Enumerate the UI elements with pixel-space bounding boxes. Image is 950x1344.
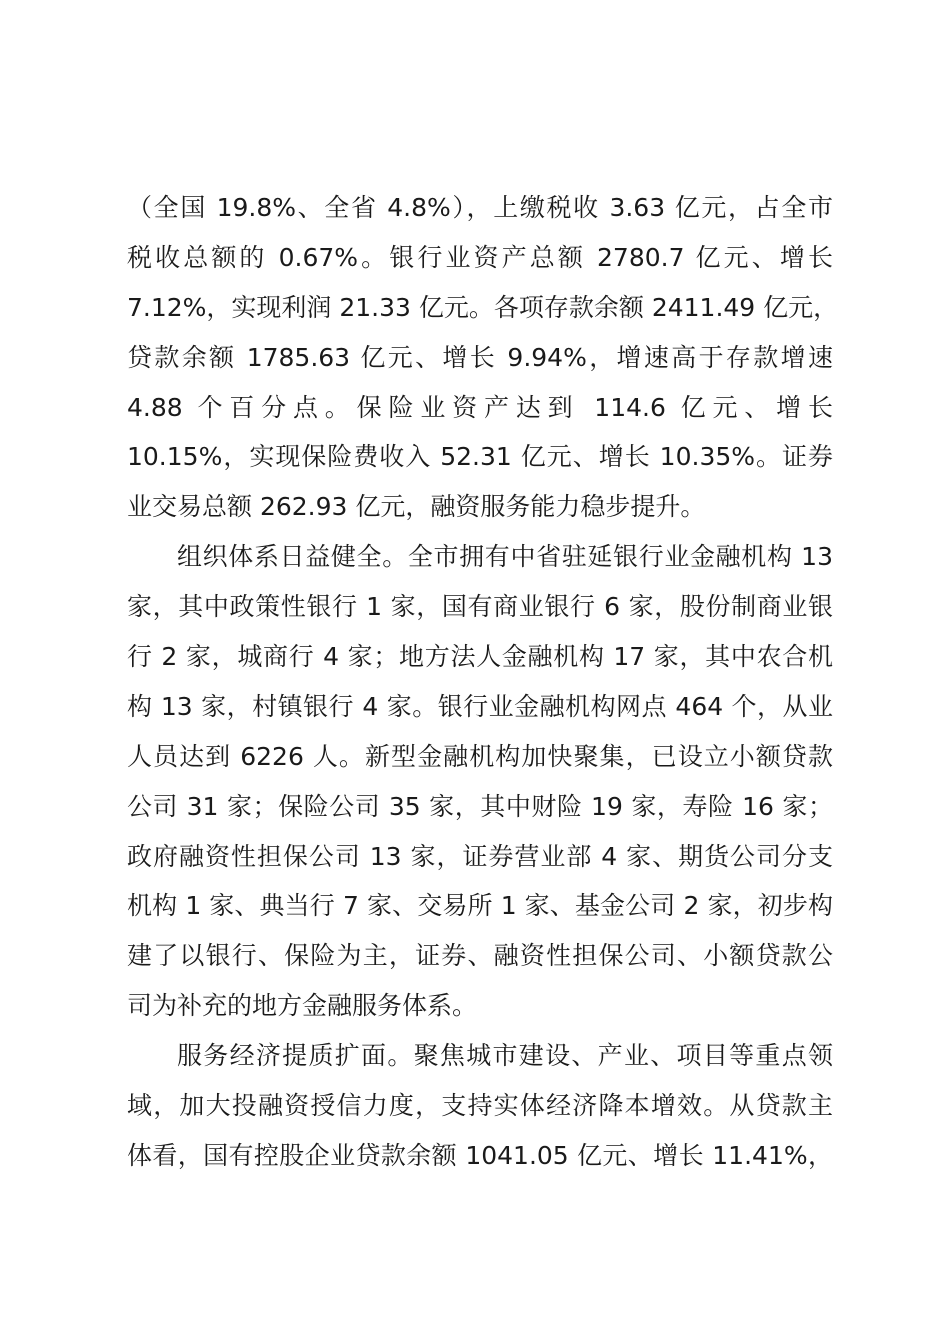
body-text (127, 183, 839, 1181)
text-line: 贷款余额 1785.63 亿元、增长 9.94%，增速高于存款增速 (127, 342, 833, 372)
text-line: 体看，国有控股企业贷款余额 1041.05 亿元、增长 11.41%， (127, 1140, 833, 1170)
text-line: 建了以银行、保险为主，证券、融资性担保公司、小额贷款公 (127, 941, 833, 971)
paragraph-2 (127, 532, 833, 1031)
text-line: 司为补充的地方金融服务体系。 (127, 991, 478, 1021)
paragraph-3 (127, 1031, 833, 1181)
text-line: 行 2 家，城商行 4 家；地方法人金融机构 17 家，其中农合机 (127, 642, 833, 672)
text-line: 家，其中政策性银行 1 家，国有商业银行 6 家，股份制商业银 (127, 592, 833, 622)
text-line: 业交易总额 262.93 亿元，融资服务能力稳步提升。 (127, 492, 706, 522)
text-line: 域，加大投融资授信力度，支持实体经济降本增效。从贷款主 (127, 1091, 833, 1121)
text-line: 服务经济提质扩面。聚焦城市建设、产业、项目等重点领 (177, 1041, 833, 1071)
text-line: 政府融资性担保公司 13 家，证券营业部 4 家、期货公司分支 (127, 841, 833, 871)
text-line: 7.12%，实现利润 21.33 亿元。各项存款余额 2411.49 亿元， (127, 292, 839, 322)
text-line: 10.15%，实现保险费收入 52.31 亿元、增长 10.35%。证券 (127, 442, 833, 472)
text-line: 组织体系日益健全。全市拥有中省驻延银行业金融机构 13 (177, 542, 833, 572)
text-line: （全国 19.8%、全省 4.8%），上缴税收 3.63 亿元，占全市 (127, 193, 833, 222)
text-line: 公司 31 家；保险公司 35 家，其中财险 19 家，寿险 16 家； (127, 791, 833, 821)
paragraph-1 (127, 183, 839, 532)
text-line: 构 13 家，村镇银行 4 家。银行业金融机构网点 464 个，从业 (127, 691, 833, 721)
text-line: 人员达到 6226 人。新型金融机构加快聚集，已设立小额贷款 (127, 741, 833, 771)
text-line: 税收总额的 0.67%。银行业资产总额 2780.7 亿元、增长 (127, 242, 833, 272)
text-line: 机构 1 家、典当行 7 家、交易所 1 家、基金公司 2 家，初步构 (127, 891, 833, 921)
text-line: 4.88 个百分点。保险业资产达到 114.6 亿元、增长 (127, 392, 833, 422)
